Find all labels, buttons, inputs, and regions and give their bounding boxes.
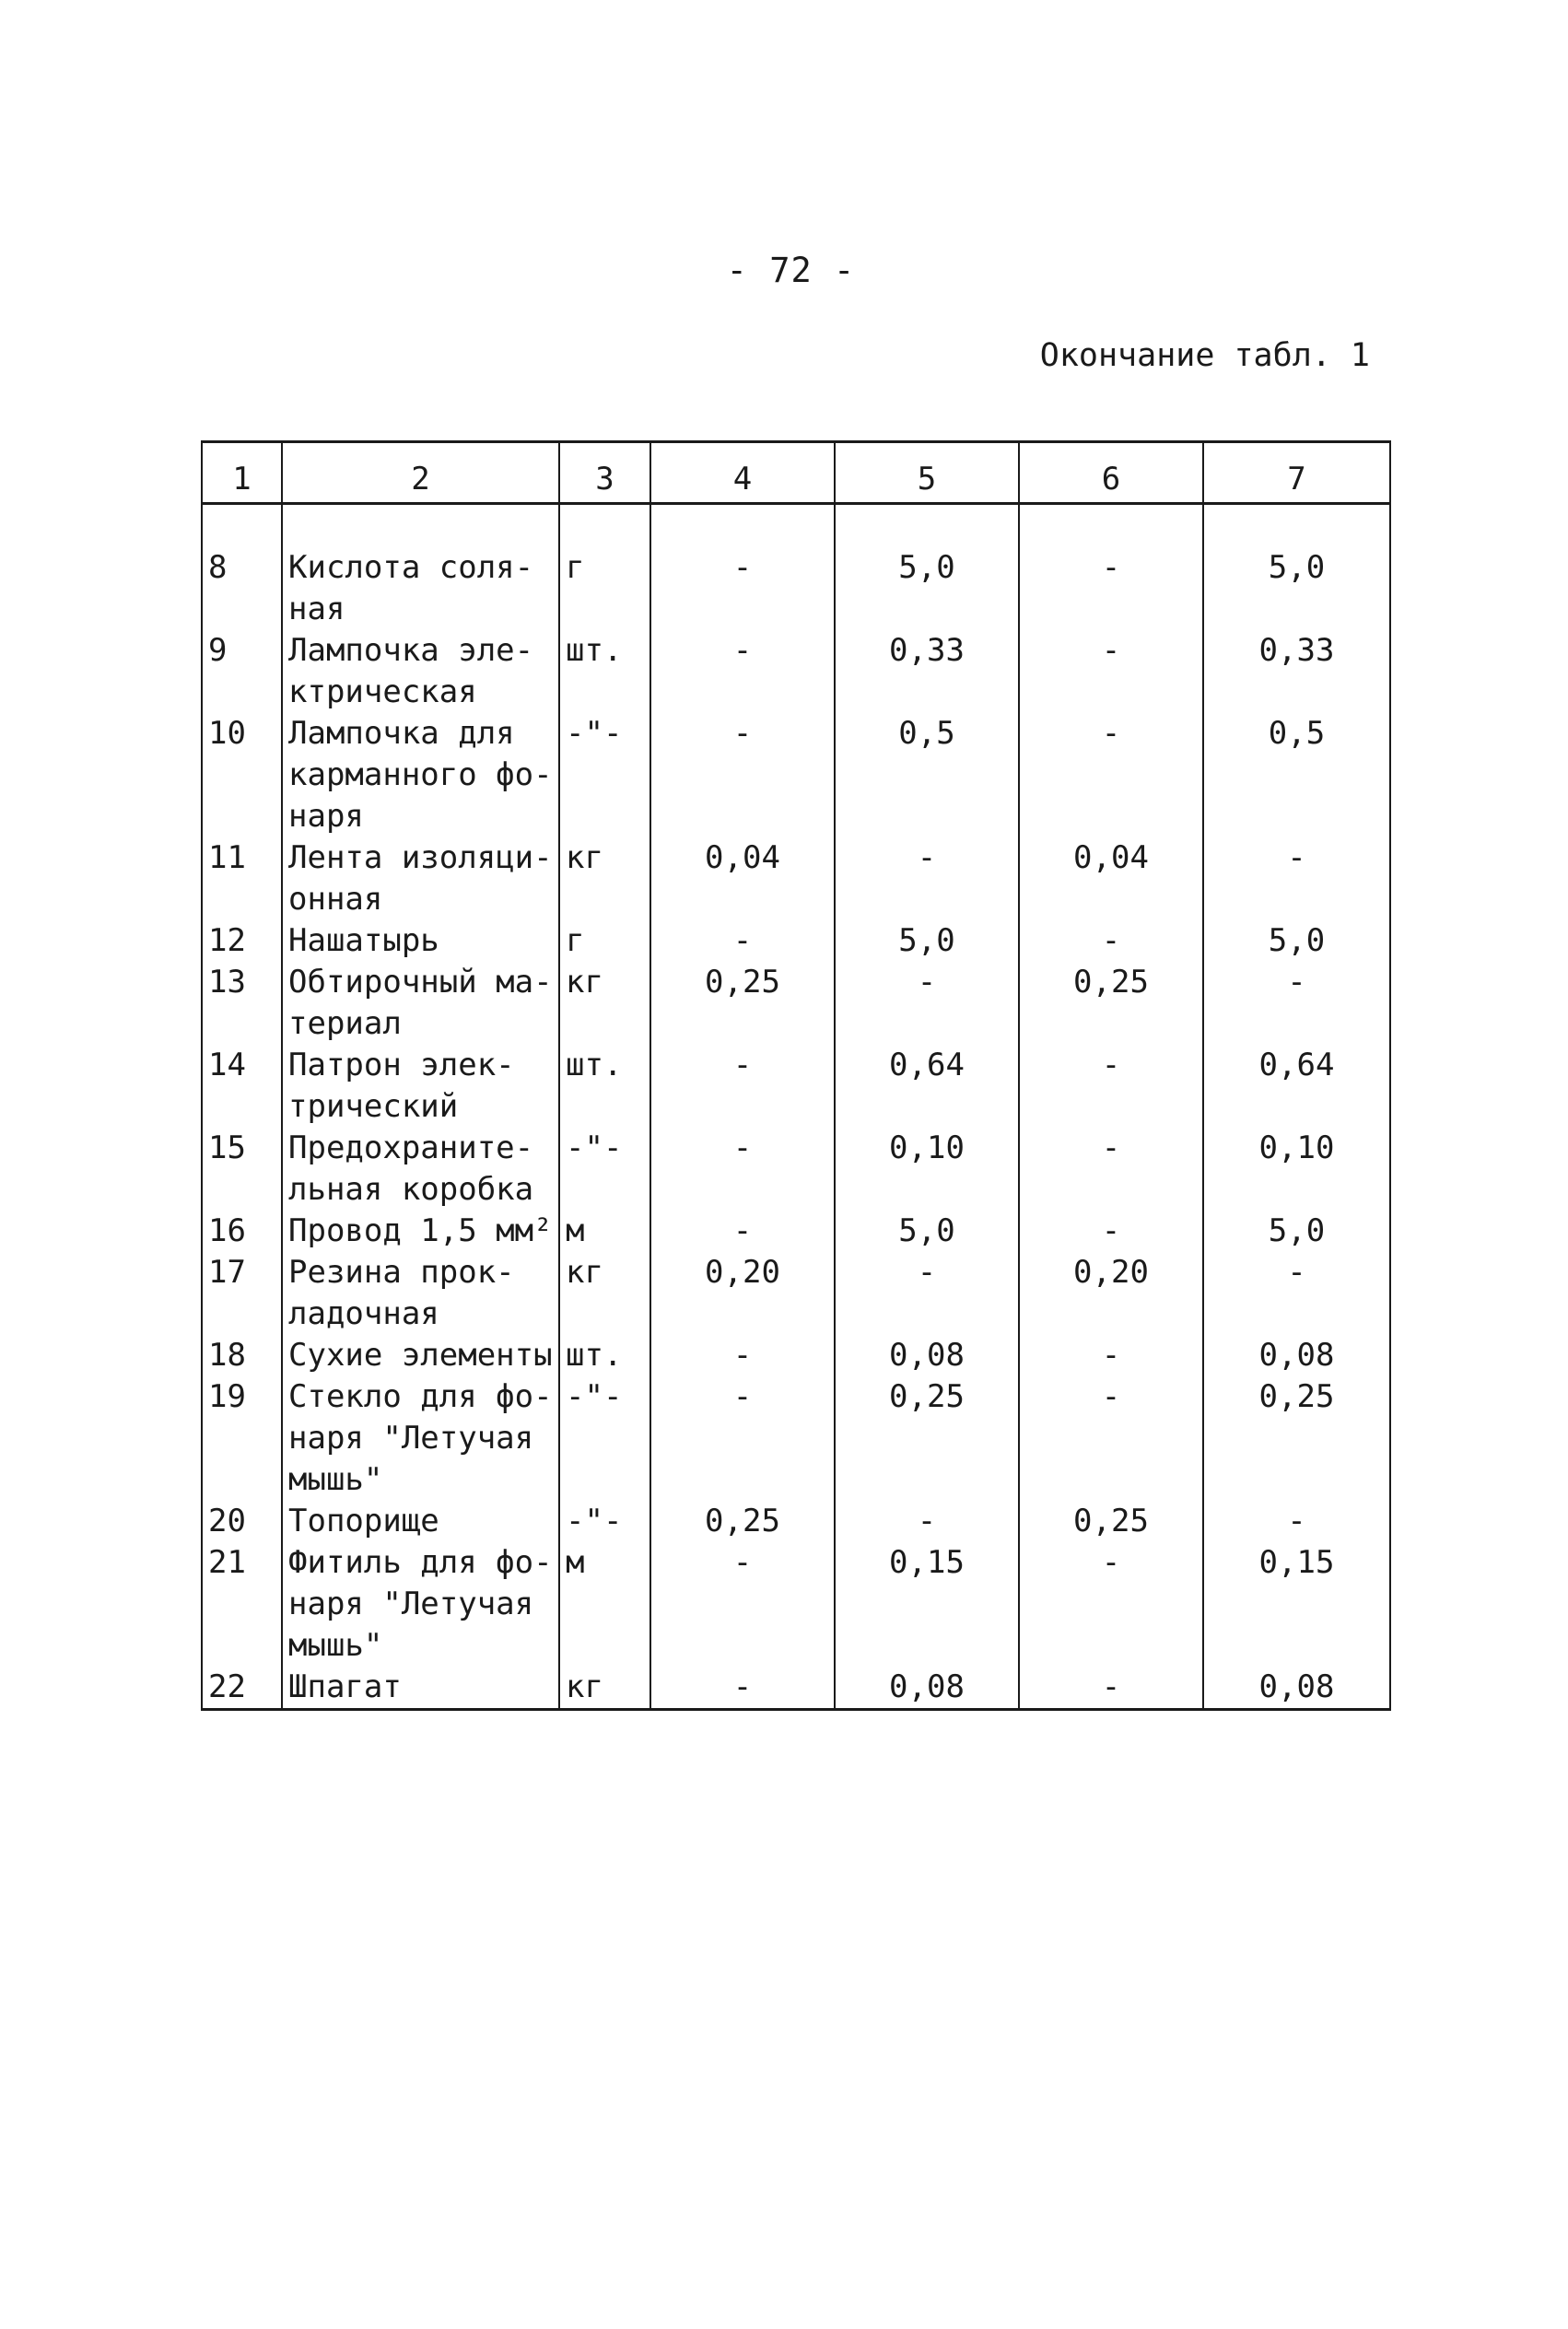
value-col-6: 0,20 [1019,1252,1203,1335]
material-name: Шпагат [282,1667,559,1710]
value-col-5: - [835,962,1019,1045]
material-name: Лента изоляци- онная [282,837,559,920]
value-col-6: - [1019,1128,1203,1211]
value-col-4: - [650,1667,835,1710]
column-header: 1 [202,442,282,504]
table-row [202,713,1390,837]
material-name: Лампочка для карманного фо- наря [282,713,559,837]
value-col-7: 5,0 [1203,547,1390,630]
value-col-6: - [1019,713,1203,837]
value-col-5: - [835,1252,1019,1335]
value-col-7: - [1203,962,1390,1045]
value-col-6: - [1019,1376,1203,1501]
table-header-row [202,442,1390,504]
value-col-7: 0,33 [1203,630,1390,713]
row-number: 20 [202,1501,282,1542]
value-col-5: 5,0 [835,547,1019,630]
column-header: 4 [650,442,835,504]
value-col-7: 0,10 [1203,1128,1390,1211]
row-number: 9 [202,630,282,713]
value-col-4: - [650,920,835,962]
row-number: 22 [202,1667,282,1710]
material-name: Предохраните- льная коробка [282,1128,559,1211]
value-col-7: - [1203,1501,1390,1542]
value-col-7: 0,5 [1203,713,1390,837]
row-number: 15 [202,1128,282,1211]
value-col-4: - [650,1376,835,1501]
table-row [202,1376,1390,1501]
value-col-4: - [650,1128,835,1211]
row-number: 16 [202,1211,282,1252]
unit-of-measure: кг [559,962,650,1045]
value-col-6: - [1019,920,1203,962]
table-row [202,1335,1390,1376]
value-col-5: 0,25 [835,1376,1019,1501]
table-caption: Окончание табл. 1 [1039,337,1370,374]
value-col-4: - [650,1045,835,1128]
value-col-5: 0,15 [835,1542,1019,1667]
material-name: Провод 1,5 мм² [282,1211,559,1252]
value-col-5: 0,08 [835,1335,1019,1376]
value-col-6: - [1019,1667,1203,1710]
value-col-4: 0,04 [650,837,835,920]
unit-of-measure: г [559,547,650,630]
value-col-5: 5,0 [835,1211,1019,1252]
material-name: Фитиль для фо- наря "Летучая мышь" [282,1542,559,1667]
material-name: Резина прок- ладочная [282,1252,559,1335]
material-name: Патрон элек- трический [282,1045,559,1128]
value-col-7: 5,0 [1203,920,1390,962]
value-col-4: - [650,547,835,630]
unit-of-measure: -"- [559,713,650,837]
unit-of-measure: -"- [559,1128,650,1211]
table-row [202,1667,1390,1710]
page-number: - 72 - [726,251,856,290]
value-col-4: - [650,630,835,713]
value-col-4: - [650,713,835,837]
unit-of-measure: м [559,1542,650,1667]
value-col-7: 0,25 [1203,1376,1390,1501]
unit-of-measure: -"- [559,1501,650,1542]
table-row [202,837,1390,920]
unit-of-measure: шт. [559,1335,650,1376]
value-col-7: - [1203,1252,1390,1335]
materials-table [201,440,1391,1711]
value-col-5: 0,08 [835,1667,1019,1710]
table-row [202,1501,1390,1542]
row-number: 13 [202,962,282,1045]
table-row [202,962,1390,1045]
row-number: 10 [202,713,282,837]
table-row [202,547,1390,630]
value-col-4: - [650,1542,835,1667]
column-header: 2 [282,442,559,504]
material-name: Стекло для фо- наря "Летучая мышь" [282,1376,559,1501]
row-number: 12 [202,920,282,962]
unit-of-measure: кг [559,837,650,920]
material-name: Обтирочный ма- териал [282,962,559,1045]
value-col-5: 5,0 [835,920,1019,962]
value-col-6: 0,04 [1019,837,1203,920]
value-col-7: 0,08 [1203,1335,1390,1376]
column-header: 5 [835,442,1019,504]
value-col-7: 0,15 [1203,1542,1390,1667]
value-col-5: 0,33 [835,630,1019,713]
table-row [202,1542,1390,1667]
table-row [202,630,1390,713]
value-col-5: - [835,1501,1019,1542]
value-col-5: 0,64 [835,1045,1019,1128]
unit-of-measure: -"- [559,1376,650,1501]
row-number: 11 [202,837,282,920]
value-col-6: 0,25 [1019,1501,1203,1542]
row-number: 8 [202,547,282,630]
table-row [202,1128,1390,1211]
material-name: Топорище [282,1501,559,1542]
row-number: 18 [202,1335,282,1376]
value-col-7: 5,0 [1203,1211,1390,1252]
value-col-4: 0,20 [650,1252,835,1335]
value-col-7: 0,64 [1203,1045,1390,1128]
row-number: 21 [202,1542,282,1667]
value-col-4: - [650,1211,835,1252]
value-col-4: 0,25 [650,1501,835,1542]
value-col-7: - [1203,837,1390,920]
column-header: 6 [1019,442,1203,504]
unit-of-measure: м [559,1211,650,1252]
table-row [202,1252,1390,1335]
value-col-6: - [1019,1335,1203,1376]
table-row [202,1045,1390,1128]
table-body [202,504,1390,1710]
value-col-6: - [1019,1211,1203,1252]
value-col-5: - [835,837,1019,920]
unit-of-measure: шт. [559,630,650,713]
value-col-6: 0,25 [1019,962,1203,1045]
table-spacer-row [202,504,1390,548]
value-col-6: - [1019,630,1203,713]
value-col-6: - [1019,547,1203,630]
material-name: Лампочка эле- ктрическая [282,630,559,713]
value-col-6: - [1019,1045,1203,1128]
column-header: 7 [1203,442,1390,504]
unit-of-measure: г [559,920,650,962]
row-number: 19 [202,1376,282,1501]
column-header: 3 [559,442,650,504]
unit-of-measure: кг [559,1667,650,1710]
material-name: Нашатырь [282,920,559,962]
value-col-5: 0,5 [835,713,1019,837]
value-col-4: - [650,1335,835,1376]
row-number: 17 [202,1252,282,1335]
value-col-5: 0,10 [835,1128,1019,1211]
value-col-6: - [1019,1542,1203,1667]
row-number: 14 [202,1045,282,1128]
table-row [202,1211,1390,1252]
material-name: Кислота соля- ная [282,547,559,630]
material-name: Сухие элементы [282,1335,559,1376]
unit-of-measure: шт. [559,1045,650,1128]
value-col-4: 0,25 [650,962,835,1045]
value-col-7: 0,08 [1203,1667,1390,1710]
table-row [202,920,1390,962]
unit-of-measure: кг [559,1252,650,1335]
